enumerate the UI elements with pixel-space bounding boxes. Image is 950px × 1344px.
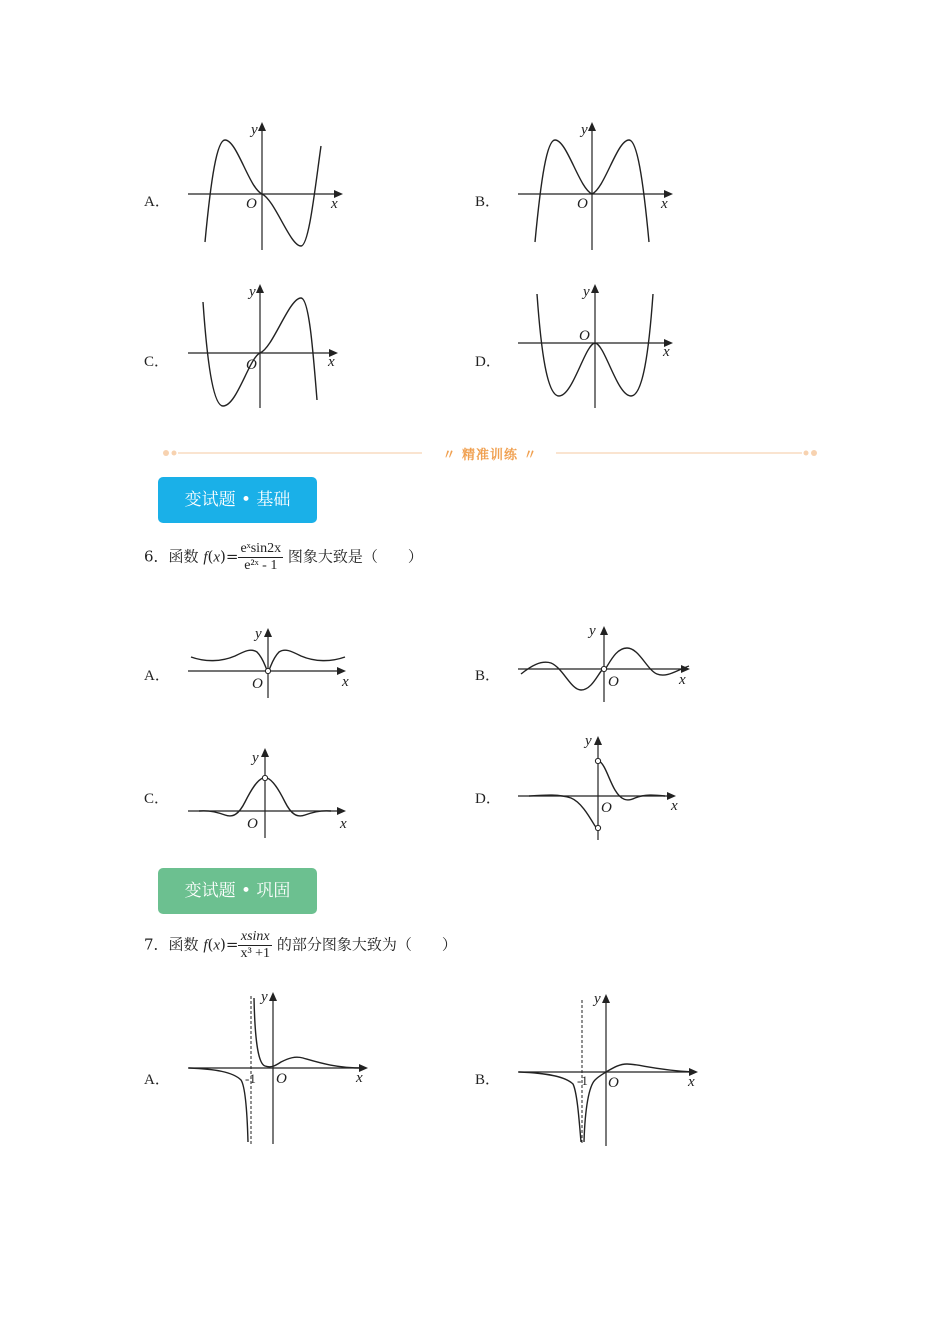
origin-label: O xyxy=(246,357,257,373)
graph-5b xyxy=(515,118,685,258)
q6-number: 6．函数 xyxy=(144,547,199,566)
open-point xyxy=(265,668,270,673)
open-point xyxy=(262,775,267,780)
badge-consolidate: 变试题 • 巩固 xyxy=(158,868,317,914)
y-label: y xyxy=(249,284,256,300)
curve-left-branch xyxy=(189,1068,248,1142)
y-label: y xyxy=(585,733,592,749)
x-label: x xyxy=(679,672,686,688)
y-arrow-icon xyxy=(594,736,602,745)
q6-fraction xyxy=(238,541,283,574)
y-arrow-icon xyxy=(600,626,608,635)
curve xyxy=(205,140,321,246)
y-arrow-icon xyxy=(588,122,596,131)
x-label: x xyxy=(331,196,338,212)
y-label: y xyxy=(252,750,259,766)
y-arrow-icon xyxy=(591,284,599,293)
graph-6b xyxy=(515,618,705,708)
q6-numerator: eˣsin2x xyxy=(240,541,282,556)
graph-5a xyxy=(185,118,355,258)
graph-5d xyxy=(515,280,685,415)
origin-label: O xyxy=(252,676,263,692)
graph-6d xyxy=(515,728,705,843)
question-7: 7．函数 f(x)= $\frac{xsinx}{\text{x³ +1}}$ 的部分图象大致为（ ） xyxy=(144,929,457,961)
y-label: y xyxy=(589,623,596,639)
y-label: y xyxy=(581,122,588,138)
q7-fraction xyxy=(238,929,272,962)
origin-label: O xyxy=(276,1071,287,1087)
y-label: y xyxy=(583,284,590,300)
curve-left-branch xyxy=(519,1072,581,1142)
y-arrow-icon xyxy=(269,992,277,1001)
section-divider xyxy=(162,440,818,466)
x-label: x xyxy=(688,1074,695,1090)
origin-label: O xyxy=(247,816,258,832)
origin-label: O xyxy=(608,1075,619,1091)
graph-6c xyxy=(185,742,355,842)
tick-minus-one: -1 xyxy=(577,1073,588,1088)
graph-6a xyxy=(185,620,355,700)
x-label: x xyxy=(340,816,347,832)
q6-tail: 图象大致是（ ） xyxy=(287,547,423,566)
x-label: x xyxy=(661,196,668,212)
q7-numerator: xsinx xyxy=(238,929,272,946)
option-c-label: C． xyxy=(144,354,170,370)
x-label: x xyxy=(356,1070,363,1086)
curve-right-branch xyxy=(584,1064,693,1142)
open-point xyxy=(601,666,606,671)
origin-label: O xyxy=(246,196,257,212)
badge-basic: 变试题 • 基础 xyxy=(158,477,317,523)
q6-option-c-label: C． xyxy=(144,791,170,807)
open-point-lower xyxy=(595,825,600,830)
y-label: y xyxy=(261,989,268,1005)
q7-option-b-label: B． xyxy=(475,1072,501,1088)
y-arrow-icon xyxy=(602,994,610,1003)
x-arrow-icon xyxy=(337,807,346,815)
q6-func: f xyxy=(203,549,208,566)
q6-option-d-label: D． xyxy=(475,791,501,807)
option-b-label: B． xyxy=(475,194,501,210)
origin-label: O xyxy=(579,328,590,344)
y-arrow-icon xyxy=(264,628,272,637)
y-label: y xyxy=(594,991,601,1007)
x-label: x xyxy=(671,798,678,814)
y-arrow-icon xyxy=(256,284,264,293)
y-label: y xyxy=(251,122,258,138)
curve xyxy=(529,761,665,827)
graph-7a xyxy=(185,986,385,1146)
q7-option-a-label: A． xyxy=(144,1072,170,1088)
open-point-upper xyxy=(595,758,600,763)
x-label: x xyxy=(663,344,670,360)
x-label: x xyxy=(328,354,335,370)
q6-option-a-label: A． xyxy=(144,668,170,684)
q7-func: f xyxy=(203,937,208,954)
x-label: x xyxy=(342,674,349,690)
q7-tail: 的部分图象大致为（ ） xyxy=(276,935,457,954)
tick-minus-one: -1 xyxy=(245,1071,256,1086)
origin-label: O xyxy=(601,800,612,816)
q7-denominator: x³ +1 xyxy=(240,946,271,961)
option-d-label: D． xyxy=(475,354,501,370)
y-label: y xyxy=(255,626,262,642)
question-6: 6．函数 f(x)= $\frac{\text{eˣsin2x}}{\text{e²ˣ - 1}}$ 图象大致是（ ） xyxy=(144,541,423,573)
graph-5c xyxy=(185,280,355,415)
curve-right-branch xyxy=(254,998,363,1068)
graph-7b xyxy=(515,988,715,1148)
origin-label: O xyxy=(608,674,619,690)
y-arrow-icon xyxy=(258,122,266,131)
q6-denominator: e²ˣ - 1 xyxy=(244,558,278,573)
q7-number: 7．函数 xyxy=(144,935,199,954)
q6-option-b-label: B． xyxy=(475,668,501,684)
option-a-label: A． xyxy=(144,194,170,210)
divider-title: 〃 精准训练 〃 xyxy=(442,448,538,463)
origin-label: O xyxy=(577,196,588,212)
y-arrow-icon xyxy=(261,748,269,757)
